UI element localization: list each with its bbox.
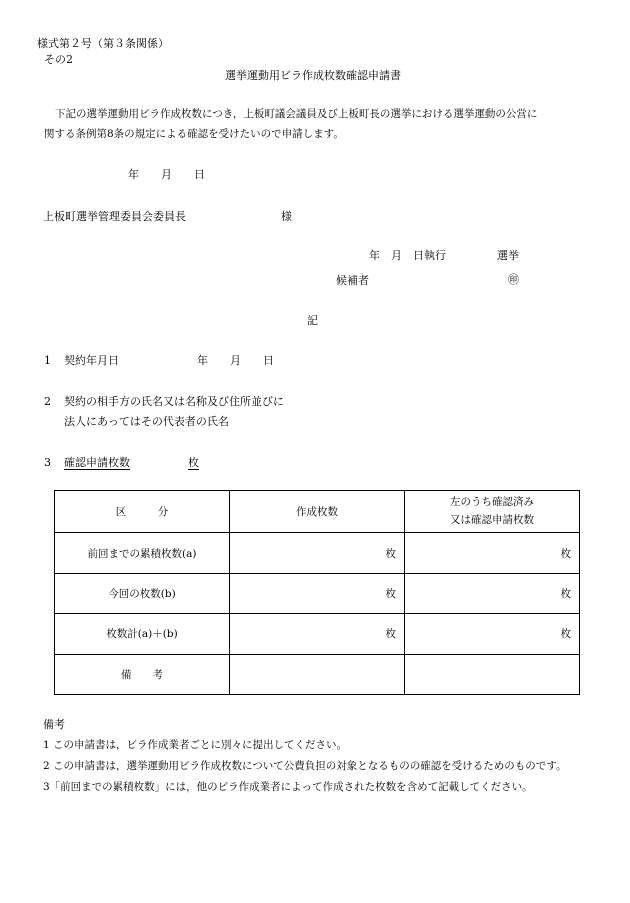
row-label: 前回までの累積枚数(a) xyxy=(55,533,230,573)
item-1-label: 契約年月日 xyxy=(64,354,119,367)
seal-mark: ㊞ xyxy=(508,273,519,286)
item-1-value: 年 月 日 xyxy=(197,354,274,367)
body-text-line2: 関する条例第8条の規定による確認を受けたいので申請します。 xyxy=(44,128,344,140)
table-row xyxy=(55,533,580,573)
body-text-line1: 下記の選挙運動用ビラ作成枚数につき，上板町議会議員及び上板町長の選挙における選挙運動の公営に xyxy=(55,108,538,120)
notes-title: 備考 xyxy=(43,718,65,731)
table-header-row xyxy=(55,491,580,533)
header-category: 区 分 xyxy=(55,491,230,533)
header-confirmed-count xyxy=(405,491,580,533)
item-1-number: 1 xyxy=(44,354,51,367)
created-count-cell[interactable]: 枚 xyxy=(230,533,405,573)
table-row xyxy=(55,654,580,694)
note-line-3: 3「前回までの累積枚数」には，他のビラ作成業者によって作成された枚数を含めて記載してください。 xyxy=(43,781,533,793)
ki-heading: 記 xyxy=(307,314,318,327)
application-date: 年 月 日 xyxy=(128,168,205,181)
note-line-2: 2 この申請書は，選挙運動用ビラ作成枚数について公費負担の対象となるものの確認を受けるためのものです。 xyxy=(43,760,567,772)
item-2-label-line2: 法人にあってはその代表者の氏名 xyxy=(64,415,229,428)
item-2-number: 2 xyxy=(44,395,51,408)
candidate-label: 候補者 xyxy=(336,274,369,287)
note-line-1: 1 この申請書は，ビラ作成業者ごとに別々に提出してください。 xyxy=(43,739,348,751)
confirmed-count-cell[interactable]: 枚 xyxy=(405,533,580,573)
count-table xyxy=(54,490,579,695)
form-number: 様式第２号（第３条関係） xyxy=(37,37,169,50)
created-count-cell[interactable]: 枚 xyxy=(230,614,405,654)
header-confirmed-line1: 左のうち確認済み xyxy=(450,495,534,508)
confirmed-count-cell[interactable]: 枚 xyxy=(405,614,580,654)
election-label: 選挙 xyxy=(497,249,519,262)
item-3-number: 3 xyxy=(44,456,51,469)
remarks-cell[interactable] xyxy=(230,654,405,694)
document-title: 選挙運動用ビラ作成枚数確認申請書 xyxy=(225,69,401,82)
election-date: 年 月 日執行 xyxy=(369,249,446,262)
item-2-label-line1: 契約の相手方の氏名又は名称及び住所並びに xyxy=(64,395,284,408)
created-count-cell[interactable]: 枚 xyxy=(230,573,405,613)
header-created-count: 作成枚数 xyxy=(230,491,405,533)
row-label: 備 考 xyxy=(55,654,230,694)
item-3-field xyxy=(64,456,219,469)
header-confirmed-line2: 又は確認申請枚数 xyxy=(450,513,534,526)
form-sub-label: その2 xyxy=(44,53,73,66)
confirmed-count-cell[interactable]: 枚 xyxy=(405,573,580,613)
item-3-unit: 枚 xyxy=(188,456,199,469)
remarks-cell[interactable] xyxy=(405,654,580,694)
item-3-label: 確認申請枚数 xyxy=(64,456,130,469)
row-label: 枚数計(a)＋(b) xyxy=(55,614,230,654)
row-label: 今回の枚数(b) xyxy=(55,573,230,613)
table-row xyxy=(55,573,580,613)
addressee-suffix: 様 xyxy=(281,210,292,223)
addressee: 上板町選挙管理委員会委員長 xyxy=(43,210,186,223)
table-row xyxy=(55,614,580,654)
